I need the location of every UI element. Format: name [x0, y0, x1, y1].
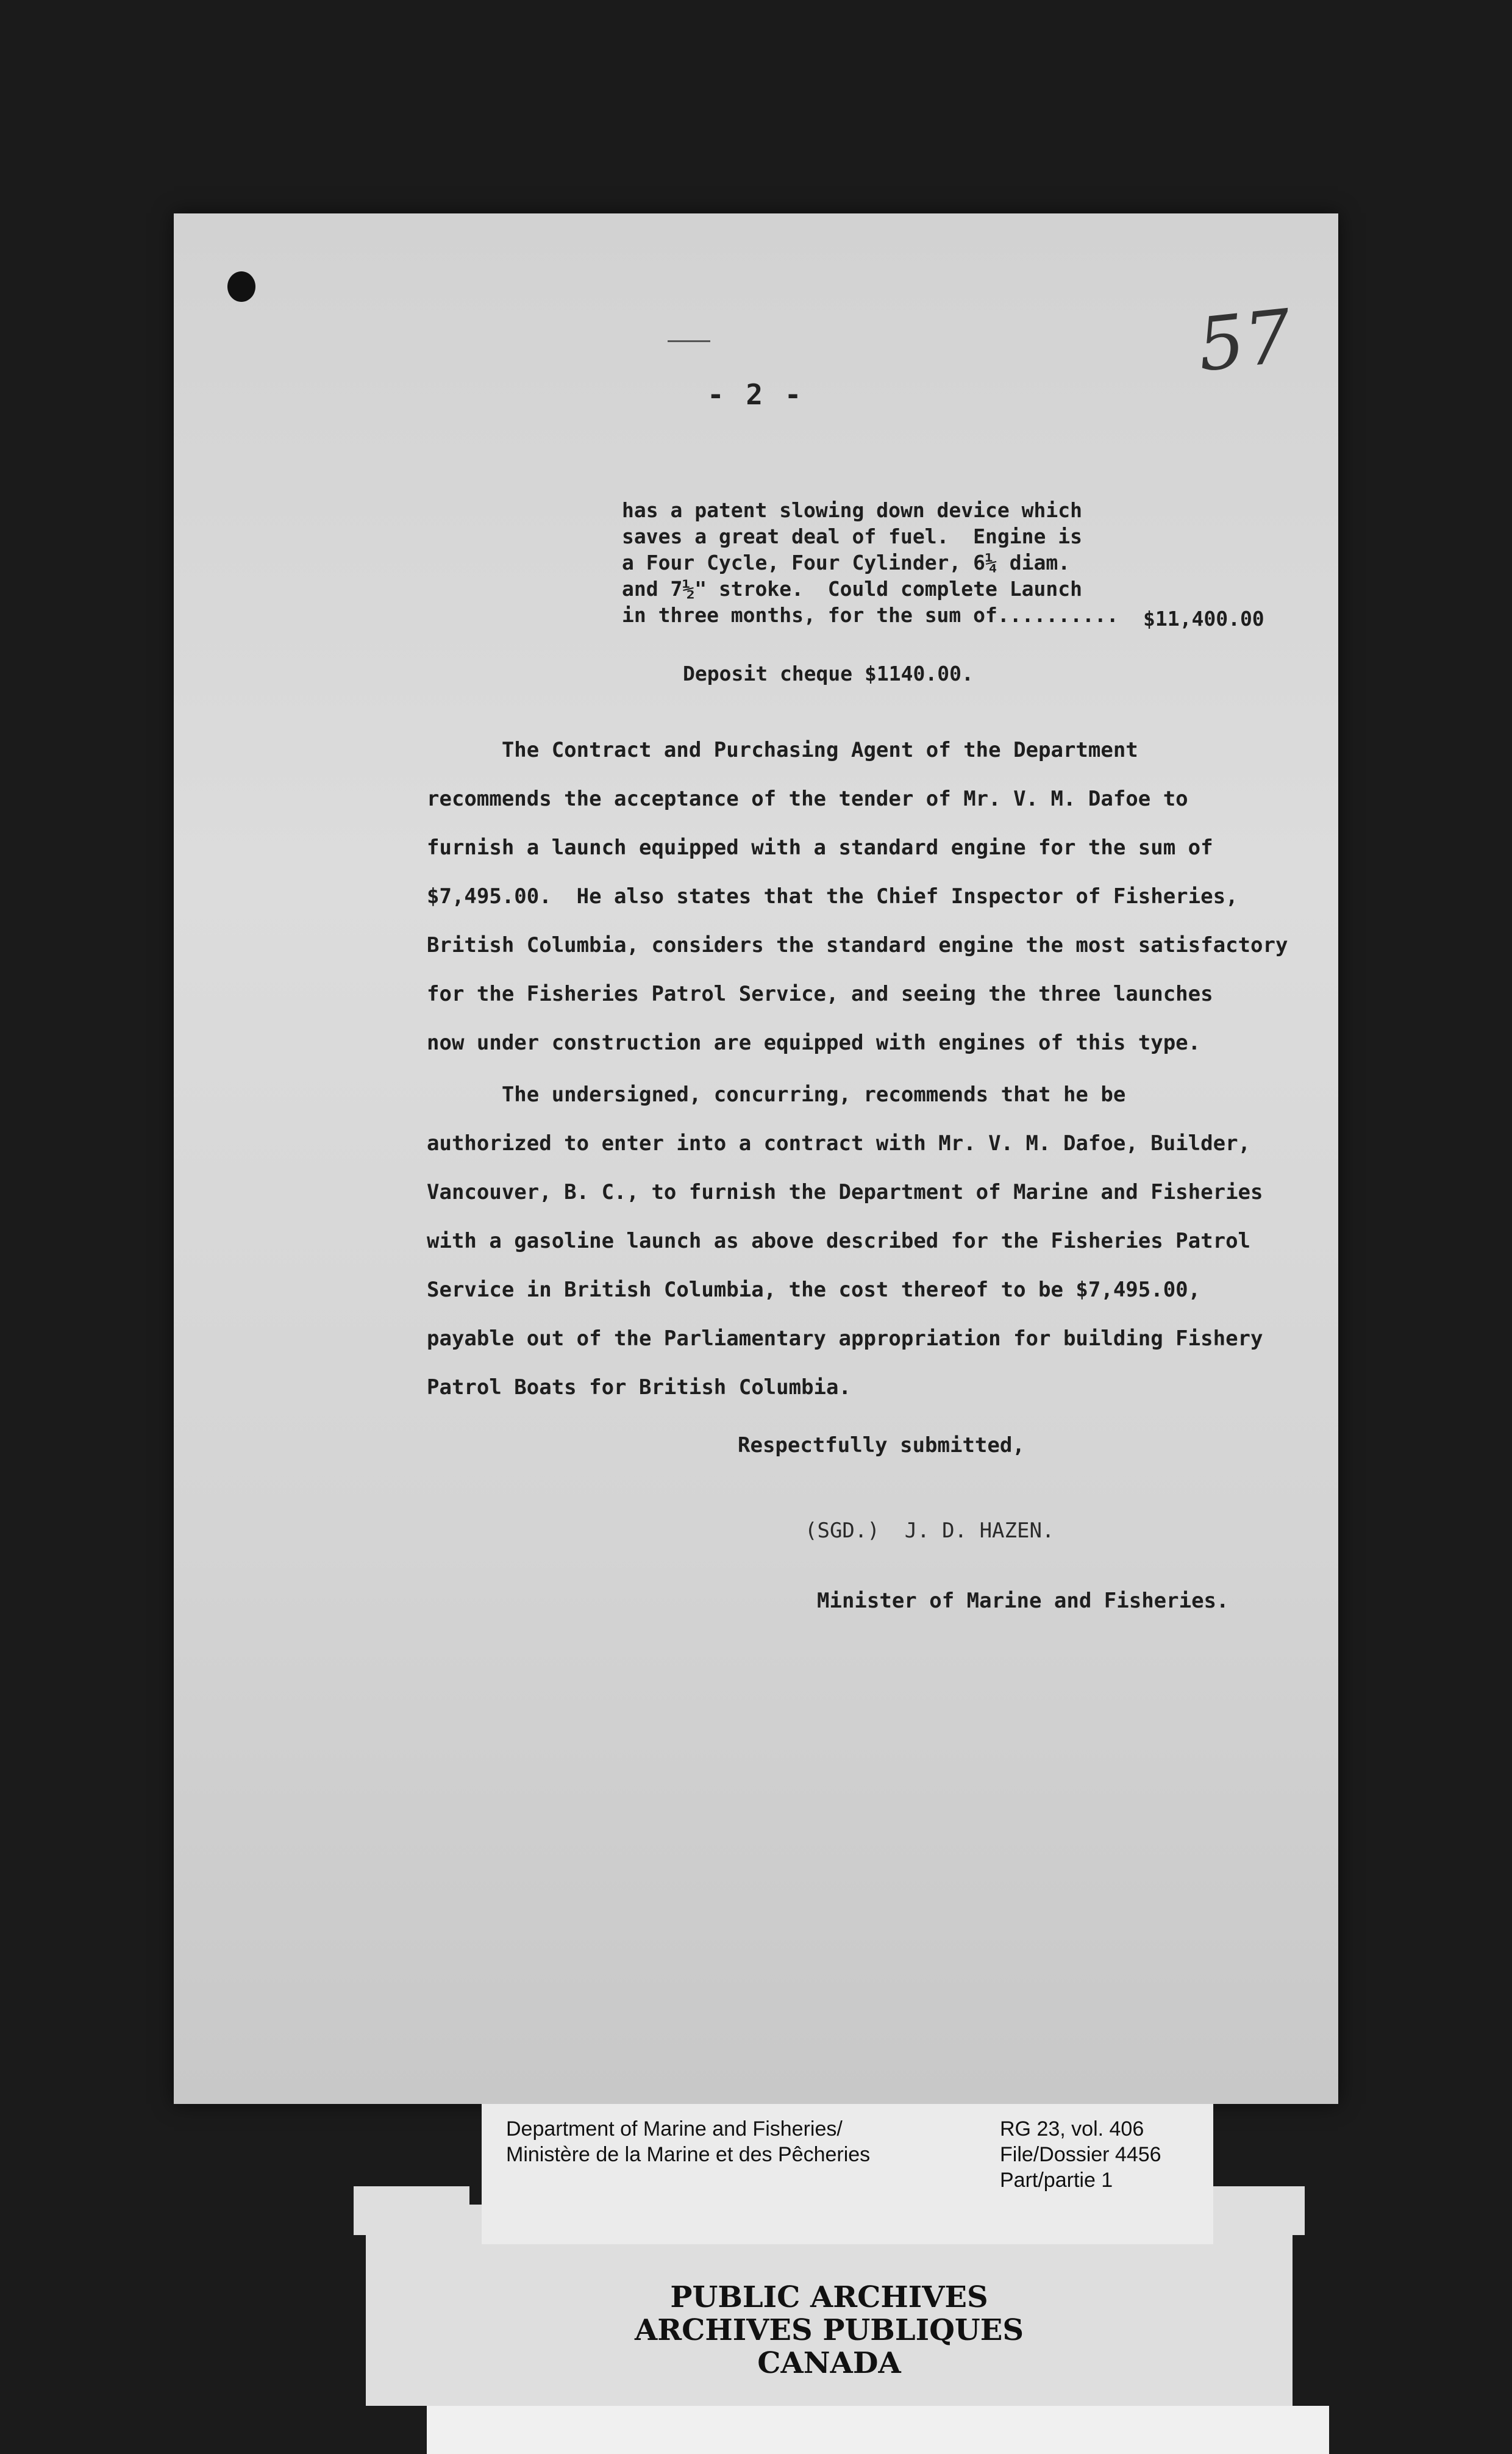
- closing-line: Respectfully submitted,: [738, 1433, 1025, 1458]
- tender-amount: $11,400.00: [1143, 607, 1264, 631]
- stamp-line-3: CANADA: [757, 2346, 901, 2380]
- signer-title: Minister of Marine and Fisheries.: [817, 1589, 1229, 1613]
- handwritten-folio-number: 57: [1194, 294, 1296, 388]
- document-page: [174, 213, 1338, 2104]
- bottom-strip: [427, 2406, 1329, 2454]
- stamp-line-2: ARCHIVES PUBLIQUES: [635, 2313, 1024, 2347]
- deposit-line: Deposit cheque $1140.00.: [683, 662, 974, 685]
- punch-hole: [227, 271, 255, 302]
- page-number: - 2 -: [707, 378, 804, 411]
- label-reference: RG 23, vol. 406 File/Dossier 4456 Part/partie 1: [1000, 2117, 1161, 2192]
- paragraph-recommendation: The Contract and Purchasing Agent of the Department recommends the acceptance of the tender of Mr. V. M. Dafoe to furnish a launch equipped with a standard engine for the sum of $7,495.00. He also states that the Chief Inspector of Fisheries, British Columbia, considers the standard engine the most satisfactory for the Fisheries Patrol Service, and seeing the three launches now under construction are equipped with engines of this type.: [427, 738, 1288, 1055]
- indented-tender-description: has a patent slowing down device which saves a great deal of fuel. Engine is a Four Cycle, Four Cylinder, 6¼ diam. and 7½" stroke. Could complete Launch in three months, for the sum of..........: [622, 498, 1119, 627]
- paragraph-authorization: The undersigned, concurring, recommends that he be authorized to enter into a contract with Mr. V. M. Dafoe, Builder, Vancouver, B. C., to furnish the Department of Marine and Fisheries with a gasoline launch as above described for the Fisheries Patrol Service in British Columbia, the cost thereof to be $7,495.00, payable out of the Parliamentary appropriation for building Fishery Patrol Boats for British Columbia.: [427, 1082, 1263, 1400]
- stamp-line-1: PUBLIC ARCHIVES: [670, 2280, 988, 2314]
- stamp-text: [366, 2281, 1293, 2380]
- pencil-mark: [668, 340, 710, 342]
- label-department: Department of Marine and Fisheries/ Ministère de la Marine et des Pêcheries: [506, 2117, 871, 2166]
- stamp-tab-left: [354, 2186, 469, 2235]
- signature-line: (SGD.) J. D. HAZEN.: [805, 1519, 1055, 1543]
- archive-label-card: [482, 2104, 1213, 2244]
